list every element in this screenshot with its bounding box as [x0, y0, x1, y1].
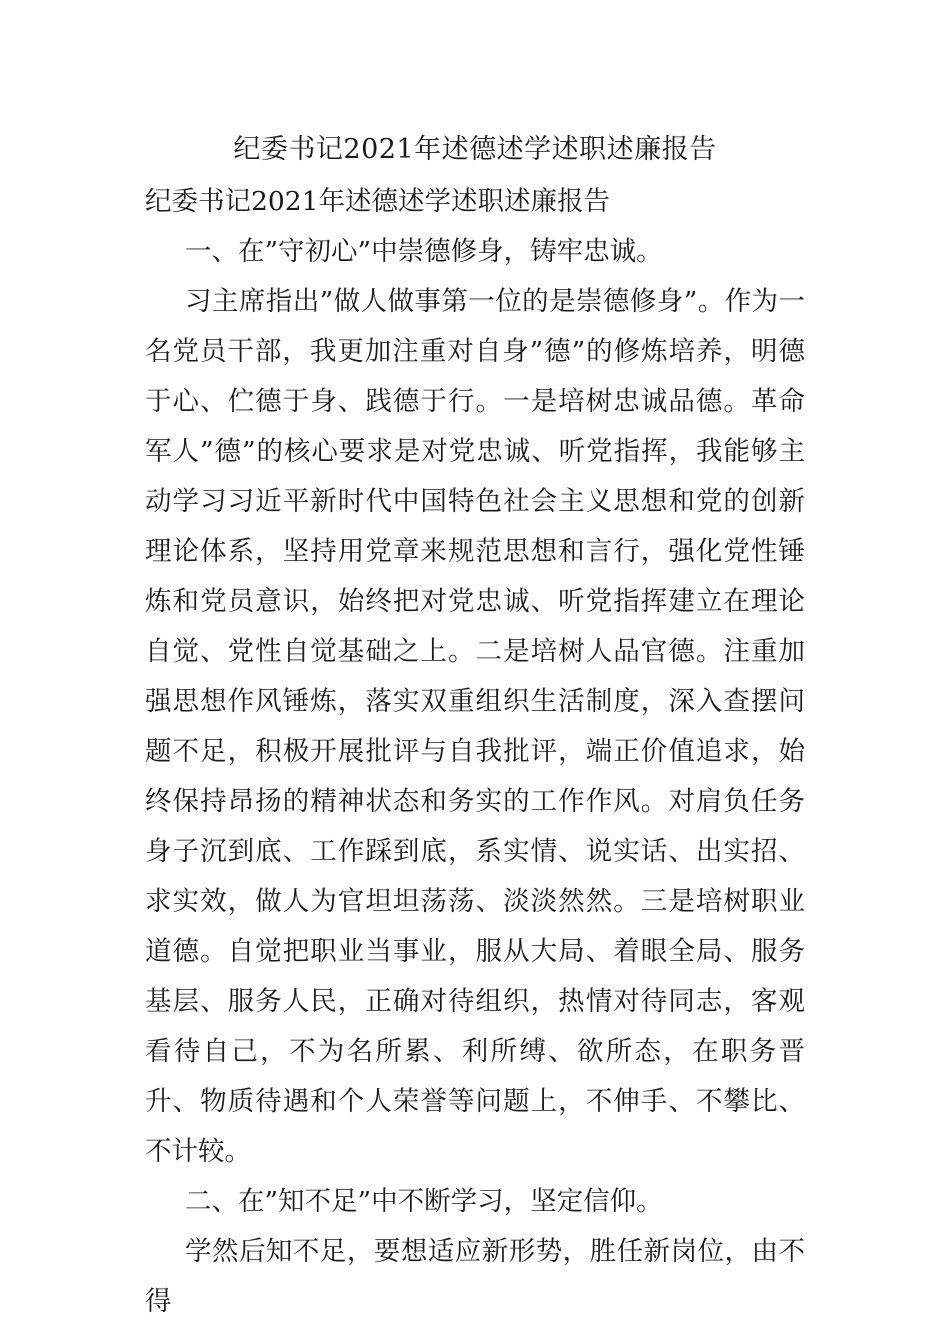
- document-title: 纪委书记2021年述德述学述职述廉报告: [233, 134, 717, 165]
- document-body: [145, 177, 805, 1327]
- body-paragraph-1: 习主席指出”做人做事第一位的是崇德修身”。作为一名党员干部，我更加注重对自身”德”的修炼培养，明德于心、伫德于身、践德于行。一是培树忠诚品德。革命军人”德”的核心要求是对党忠诚、听党指挥，我能够主动学习习近平新时代中国特色社会主义思想和党的创新理论体系，坚持用党章来规范思想和言行，强化党性锤炼和党员意识，始终把对党忠诚、听党指挥建立在理论自觉、党性自觉基础之上。二是培树人品官德。注重加强思想作风锤炼，落实双重组织生活制度，深入查摆问题不足，积极开展批评与自我批评，端正价值追求，始终保持昂扬的精神状态和务实的工作作风。对肩负任务身子沉到底、工作踩到底，系实情、说实话、出实招、求实效，做人为官坦坦荡荡、淡淡然然。三是培树职业道德。自觉把职业当事业，服从大局、着眼全局、服务基层、服务人民，正确对待组织，热情对待同志，客观看待自己，不为名所累、利所缚、欲所态，在职务晋升、物质待遇和个人荣誉等问题上，不伸手、不攀比、不计较。: [145, 286, 805, 1167]
- section-heading-1: 一、在”守初心”中崇德修身，铸牢忠诚。: [185, 236, 663, 267]
- body-paragraph-2: 学然后知不足，要想适应新形势，胜任新岗位，由不得: [145, 1236, 805, 1317]
- section-heading-2: 二、在”知不足”中不断学习，坚定信仰。: [185, 1186, 663, 1217]
- repeated-title-paragraph: 纪委书记2021年述德述学述职述廉报告: [145, 186, 610, 217]
